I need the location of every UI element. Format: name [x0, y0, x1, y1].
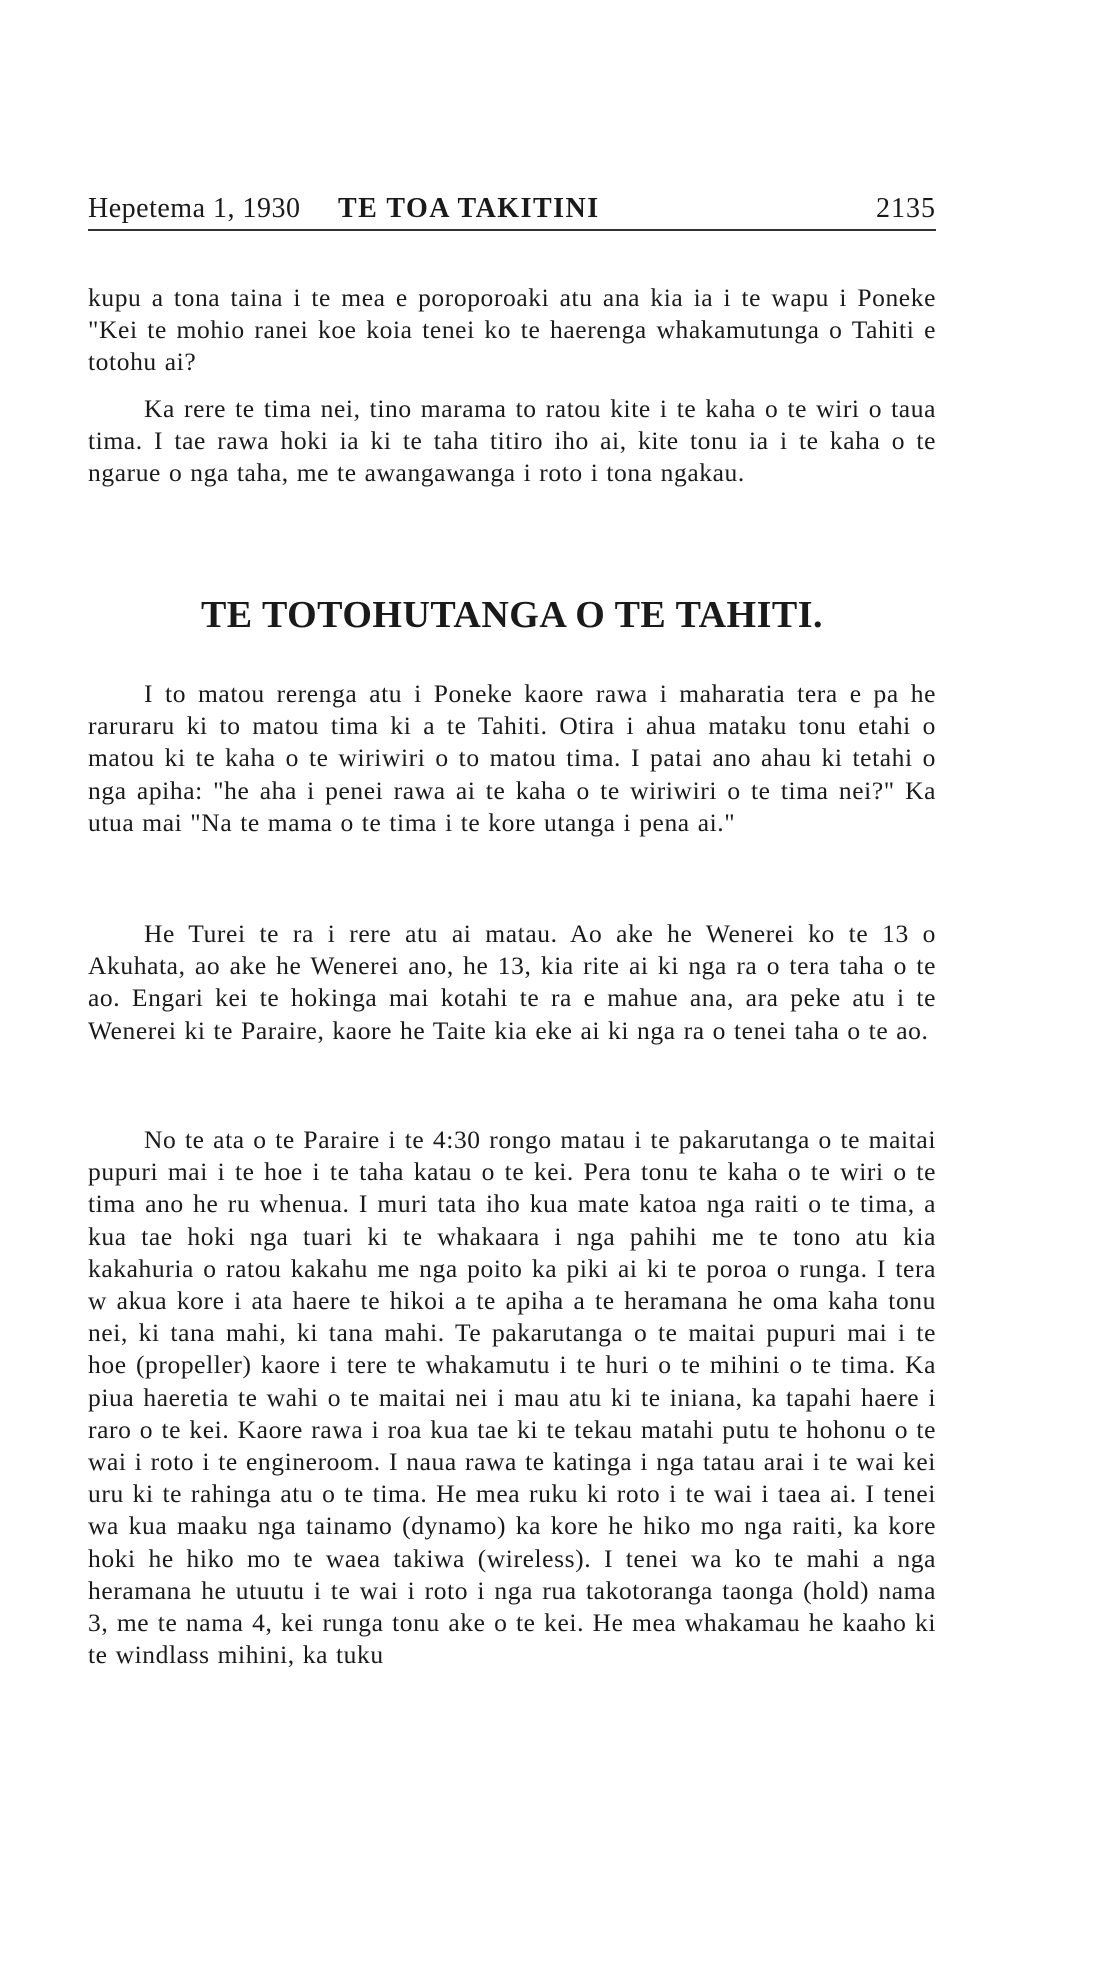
- paragraph-days-of-week: He Turei te ra i rere atu ai matau. Ao ake he Wenerei ko te 13 o Akuhata, ao ake he Wenerei ano, he 13, kia rite ai ki nga ra o tera taha o te ao. Engari kei te hokinga mai kotahi te ra e mahue ana, ara peke atu i te Wenerei ki te Paraire, kaore he Taite kia eke ai ki nga ra o tenei taha o te ao.: [88, 919, 936, 1045]
- page-header: [88, 192, 936, 232]
- paragraph-ship-departure: Ka rere te tima nei, tino marama to ratou kite i te kaha o te wiri o taua tima. I tae rawa hoki ia ki te taha titiro iho ai, kite tonu ia i te kaha o te ngarue o nga taha, me te awangawanga i roto i tona ngakau.: [88, 394, 936, 488]
- header-date: Hepetema 1, 1930: [88, 193, 301, 224]
- section-heading: TE TOTOHUTANGA O TE TAHITI.: [200, 594, 824, 636]
- page-number: 2135: [876, 193, 936, 224]
- paragraph-friday-morning: No te ata o te Paraire i te 4:30 rongo matau i te pakarutanga o te maitai pupuri mai i te hoe i te taha katau o te kei. Pera tonu te kaha o te wiri o te tima ano he ru whenua. I muri tata iho kua mate katoa nga raiti o te tima, a kua tae hoki nga tuari ki te whakaara i nga pahihi me te tono atu kia kakahuria o ratou kakahu me nga poito ka piki ai ki te poroa o runga. I tera w akua kore i ata haere te hikoi a te apiha a te heramana he oma kaha tonu nei, ki tana mahi, ki tana mahi. Te pakarutanga o te maitai pupuri mai i te hoe (propeller) kaore i tere te whakamutu i te huri o te mihini o te tima. Ka piua haeretia te wahi o te maitai nei i mau atu ki te iniana, ka tapahi haere i raro o te kei. Kaore rawa i roa kua tae ki te tekau matahi putu te hohonu o te wai i roto i te engineroom. I naua rawa te katinga i nga tatau arai i te wai kei uru ki te rahinga atu o te tima. He mea ruku ki roto i te wai i taea ai. I tenei wa kua maaku nga tainamo (dynamo) ka kore he hiko mo nga raiti, ka kore hoki he hiko mo te waea takiwa (wireless). I tenei wa ko te mahi a nga heramana he utuutu i te wai i roto i nga rua takotoranga taonga (hold) nama 3, me te nama 4, kei runga tonu ake o te kei. He mea whakamau he kaaho ki te windlass mihini, ka tuku: [88, 1125, 936, 1670]
- header-title: TE TOA TAKITINI: [338, 193, 600, 224]
- paragraph-continuation: kupu a tona taina i te mea e poroporoaki atu ana kia ia i te wapu i Poneke "Kei te mohio ranei koe koia tenei ko te haerenga whakamutunga o Tahiti e totohu ai?: [88, 283, 936, 377]
- paragraph-leaving-wellington: I to matou rerenga atu i Poneke kaore rawa i maharatia tera e pa he raruraru ki to matou tima ki a te Tahiti. Otira i ahua mataku tonu etahi o matou ki te kaha o te wiriwiri o to matou tima. I patai ano ahau ki tetahi o nga apiha: "he aha i penei rawa ai te kaha o te wiriwiri o te tima nei?" Ka utua mai "Na te mama o te tima i te kore utanga i pena ai.": [88, 679, 936, 837]
- header-rule: [88, 229, 936, 231]
